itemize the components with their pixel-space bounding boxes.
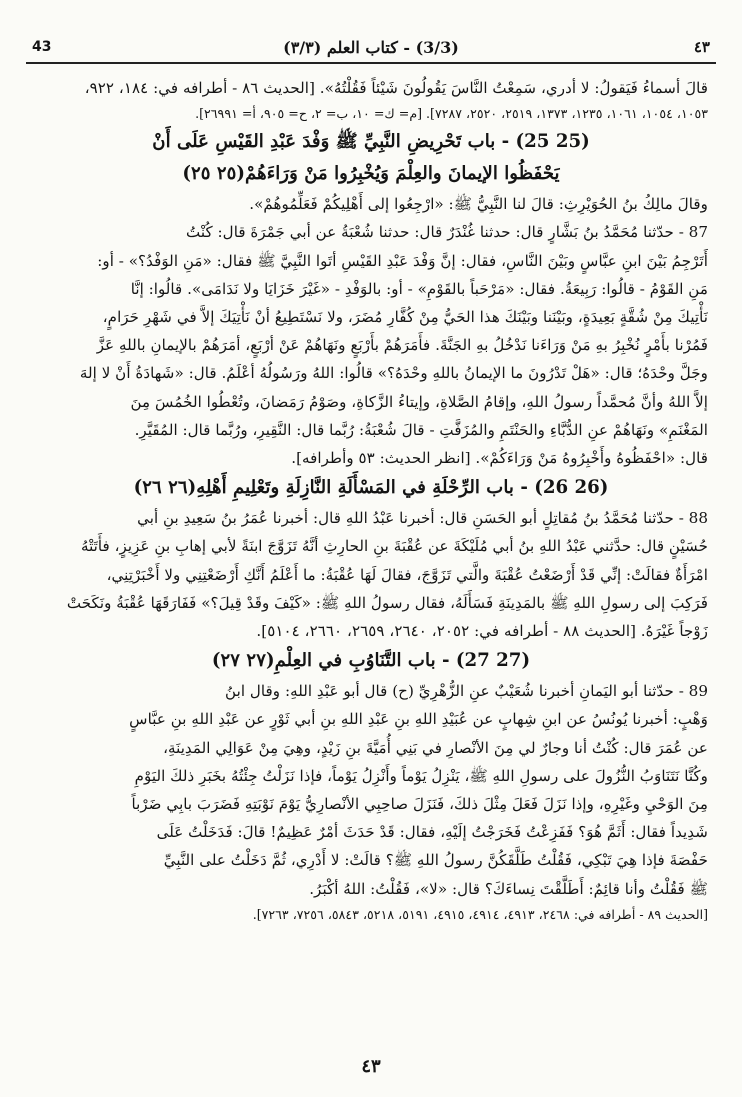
text-line: فَمُرْنا بأَمْرٍ نُخْبِرُ بهِ مَنْ وَرَاءَنا نَدْخُلُ بهِ الجَنَّةَ. فأَمَرَهُمْ بأَرْبَعٍ ونَهَاهُمْ عَنْ أرْبَعٍ، أمَرَهُمْ بالإيمانِ باللهِ عَزَّ xyxy=(96,336,708,355)
text-line: 88 - حدّثنا مُحَمَّدُ بنُ مُقاتِلٍ أبو الحَسَنِ قال: أخبرنا عَبْدُ اللهِ قال: أخبرنا عُمَرُ بنُ سَعِيدِ بنِ أبي xyxy=(137,509,708,528)
page xyxy=(26,0,716,1097)
text-line: قالَ أسماءُ فَيَقولُ: لا أدري، سَمِعْتُ النَّاسَ يَقُولُونَ شَيْئاً فَقُلْتُهُ». [الحديث ٨٦ - أطرافه في: ١٨٤، ٩٢٢، xyxy=(84,79,708,97)
text-line: حُسَيْنٍ قال: حدَّثني عَبْدُ اللهِ بنُ أبي مُلَيْكَةَ عن عُقْبَةَ بنِ الحارِثِ أنَّهُ تَزَوَّجَ ابنَةً لأبي إهابِ بنِ عَزِيزٍ، فأَتَتْهُ xyxy=(80,537,708,556)
text-line: حَفْصَةَ فإذا هِيَ تَبْكِي، فَقُلْتُ طَلَّقَكُنَّ رسولُ اللهِ ﷺ؟ قالَتْ: لا أَدْرِي، ثُمَّ دَخَلْتُ على النَّبِيِّ xyxy=(163,851,708,870)
chapter-heading: (27 27) - باب التَّنَاوُبِ في العِلْمِ(٢٧ ٢٧) xyxy=(211,650,531,672)
hadith-reference: [الحديث ٨٩ - أطرافه في: ٢٤٦٨، ٤٩١٣، ٤٩١٤، ٤٩١٥، ٥١٩١، ٥٢١٨، ٥٨٤٣، ٧٢٥٦، ٧٢٦٣]. xyxy=(252,906,708,922)
text-line: أَتَرْجِمُ بَيْنَ ابنِ عبَّاسٍ وبَيْنَ النَّاسِ، فقال: إنَّ وَفْدَ عَبْدِ القَيْسِ أتَوا النَّبِيَّ ﷺ فقال: «مَنِ الوَفْدُ؟» - أو: xyxy=(97,251,708,270)
text-line: المَغْنَمِ» ونَهَاهُمْ عنِ الدُّبَّاءِ والحَنْتَمِ والمُزَفَّتِ - قالَ شُعْبَةُ: رُبَّما قال: النَّقِيرِ، ورُبَّما قال: المُقَيَّرِ. xyxy=(134,420,708,439)
running-title: (3/3) - كتاب العلم (٣/٣) xyxy=(283,37,459,57)
text-line: إلاَّ اللهُ وأنَّ مُحمَّداً رسولُ اللهِ، وإقامُ الصَّلاةِ، وإيتاءُ الزَّكاةِ، وصَوْمُ رَمَضانَ، وتُعْطُوا الخُمُسَ مِنَ xyxy=(130,392,708,411)
text-line: 89 - حدّثنا أبو اليَمانِ أخبرنا شُعَيْبٌ عنِ الزُّهْرِيِّ (ح) قال أبو عَبْدِ اللهِ: وقال ابنُ xyxy=(225,682,708,701)
hadith-reference: ١٠٥٣، ١٠٥٤، ١٠٦١، ١٢٣٥، ١٣٧٣، ٢٥١٩، ٢٥٢٠، ٧٢٨٧]. [م= ك= ١٠، ب= ٢، ح= ٩٠٥، أ= ٢٦٩٩١]. xyxy=(195,106,708,122)
text-line: مِنَ الوَحْيِ وغَيْرِهِ، وإذا نَزَلَ فَعَلَ مِثْلَ ذلكَ، فَنَزَلَ صاحِبِي الأنْصارِيُّ يَوْمَ نَوْبَتِهِ فَضَرَبَ بابِي ضَرْباً xyxy=(131,795,708,814)
chapter-heading: يَحْفَظُوا الإيمانَ والعِلْمَ وَيُخْبِرُوا مَنْ وَرَاءَهُمْ(٢٥ ٢٥) xyxy=(182,163,560,185)
text-line: امْرَأَةٌ فقالَتْ: إنِّي قَدْ أَرْضَعْتُ عُقْبَةَ والَّتي تَزَوَّجَ، فقالَ لَهَا عُقْبَةُ: ما أَعْلَمُ أَنَّكِ أَرْضَعْتِنِي ولا أَخْبَرْتِنِي، xyxy=(106,565,708,584)
text-line: وَهْبٍ: أخبرنا يُونُسُ عن ابنِ شِهابٍ عن عُبَيْدِ اللهِ بنِ عَبْدِ اللهِ بنِ أبي ثَوْرٍ عن عَبْدِ اللهِ بنِ عبَّاسٍ xyxy=(129,710,708,729)
text-line: زَوْجاً غَيْرَهُ. [الحديث ٨٨ - أطرافه في: ٢٠٥٢، ٢٦٤٠، ٢٦٥٩، ٢٦٦٠، ٥١٠٤]. xyxy=(256,622,708,641)
text-line: وكُنَّا نَتَنَاوَبُ النُّزُولَ على رسولِ اللهِ ﷺ، يَنْزِلُ يَوْماً وأَنْزِلُ يَوْماً، فإذا نَزَلْتُ جِئْتُهُ بخَبَرِ ذلكَ اليَوْمِ xyxy=(134,766,708,785)
page-footer-number: ٤٣ xyxy=(361,1056,381,1077)
chapter-heading: (26 26) - باب الرِّحْلَةِ في المَسْأَلَةِ النَّازِلَةِ وتَعْلِيمِ أَهْلِهِ(٢٦ ٢٦) xyxy=(133,477,609,499)
page-body xyxy=(34,74,708,1040)
text-line: وقالَ مالِكُ بنُ الحُوَيْرِثِ: قالَ لنا النَّبِيُّ ﷺ: «ارْجِعُوا إلى أَهْلِيكُمْ فَعَلِّمُوهُمْ». xyxy=(249,195,708,214)
text-line: شَدِيداً فقال: أَثَمَّ هُوَ؟ فَفَزِعْتُ فَخَرَجْتُ إلَيْهِ، فقال: قَدْ حَدَثَ أمْرٌ عَظِيمٌ! قالَ: فَدَخَلْتُ عَلَى xyxy=(156,823,708,842)
text-line: قال: «احْفَظُوهُ وأَخْبِرُوهُ مَنْ وَرَاءَكُمْ». [انظر الحديث: ٥٣ وأطرافه]. xyxy=(291,449,708,468)
text-line: نَأْتِيكَ مِنْ شُقَّةٍ بَعِيدَةٍ، وبَيْنَنا وبَيْنَكَ هذا الحَيُّ مِنْ كُفَّارِ مُضَرَ، ولا نَسْتَطِيعُ أنْ نَأْتِيَكَ إلاَّ في شَهْرِ حَرَامٍ، xyxy=(102,308,708,327)
page-header xyxy=(26,32,716,64)
text-line: ﷺ فَقُلْتُ وأنا قائِمٌ: أَطَلَّقْتَ نِساءَكَ؟ قال: «لا»، فَقُلْتُ: اللهُ أكْبَرُ. xyxy=(309,879,708,898)
text-line: عن عُمَرَ قال: كُنْتُ أنا وجارٌ لي مِنَ الأنْصارِ في بَنِي أُمَيَّةَ بنِ زَيْدٍ، وهِيَ مِنْ عَوَالِي المَدِينَةِ، xyxy=(163,738,708,757)
page-number-latin: 43 xyxy=(32,39,52,55)
text-line: مَنِ القَوْمُ - قالُوا: رَبِيعَةُ. فقال: «مَرْحَباً بالقَوْمِ» - أو: بالوَفْدِ - «غَيْرَ خَزَايَا ولا نَدَامَى». قالُوا: إنَّا xyxy=(130,279,708,298)
chapter-heading: (25 25) - باب تَحْرِيضِ النَّبِيِّ ﷺ وَفْدَ عَبْدِ القَيْسِ عَلَى أَنْ xyxy=(152,131,590,153)
text-line: وجَلَّ وحْدَهُ؛ قال: «هَلْ تَدْرُونَ ما الإيمانُ باللهِ وحْدَهُ؟» قالُوا: اللهُ ورَسُولُهُ أعْلَمُ. قال: «شَهادَةُ أَنْ لا إلهَ xyxy=(79,364,708,383)
text-line: فَرَكِبَ إلى رسولِ اللهِ ﷺ بالمَدِينَةِ فَسَأَلَهُ، فقال رسولُ اللهِ ﷺ: «كَيْفَ وقَدْ قِيلَ؟» فَفَارَقَهَا عُقْبَةُ ونَكَحَتْ xyxy=(66,593,708,612)
page-number-arabic: ٤٣ xyxy=(693,38,710,56)
text-line: 87 - حدّثنا مُحَمَّدُ بنُ بَشَّارٍ قال: حدثنا غُنْدَرٌ قال: حدثنا شُعْبَةُ عن أبي جَمْرَةَ قال: كُنْتُ xyxy=(186,223,708,242)
